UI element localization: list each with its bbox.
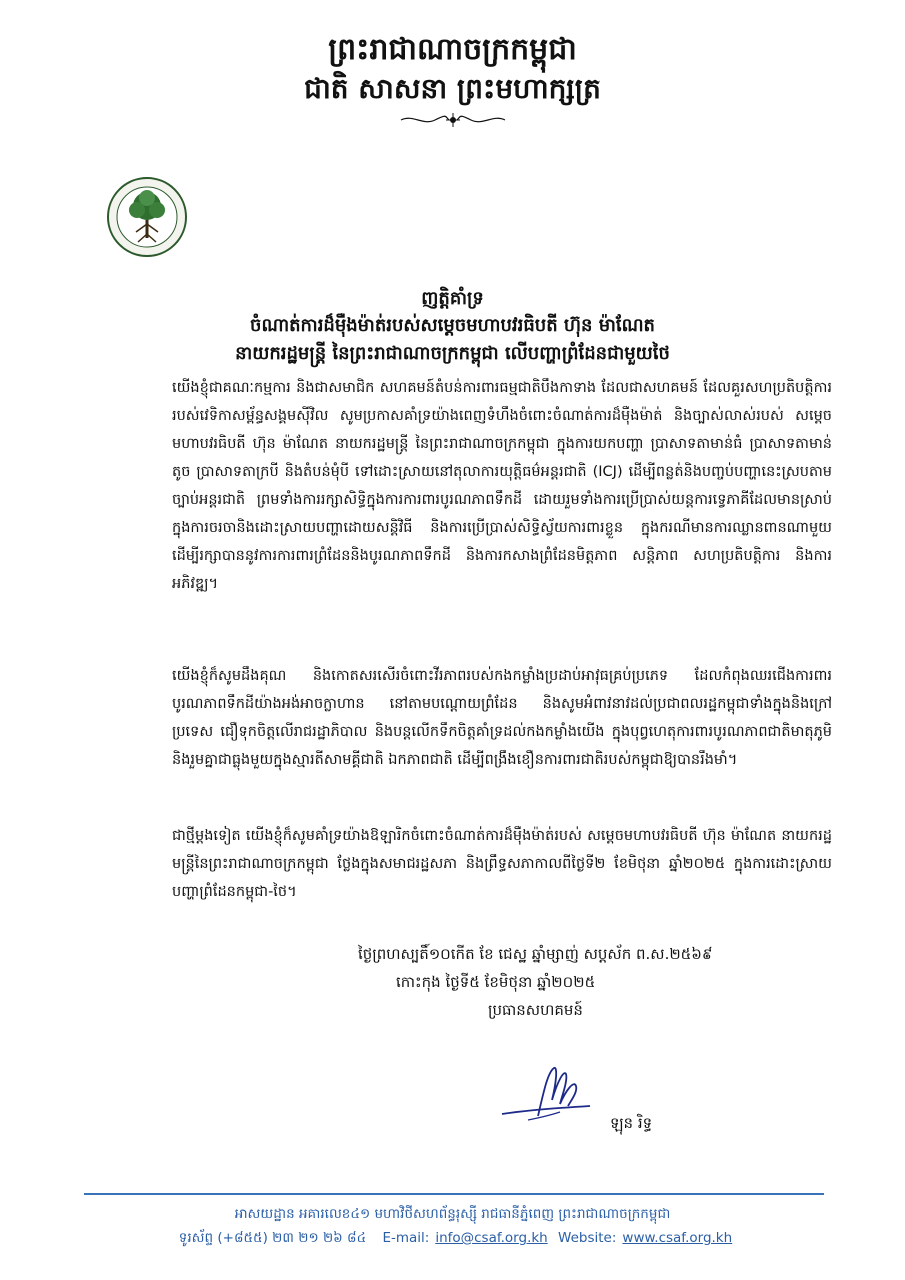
document-title: [0, 312, 905, 368]
paragraph-text: ជាថ្មីម្ដងទៀត យើងខ្ញុំក៏សូមគាំទ្រយ៉ាងឱឡារិកចំពោះចំណាត់ការដ៏ម៉ឺងម៉ាត់របស់ សម្ដេចមហាបវរធិបតី ហ៊ុន ម៉ាណែត នាយករដ្ឋមន្ត្រីនៃព្រះរាជាណាចក្រកម្ពុជា ថ្លែងក្នុងសមាជរដ្ឋសភា និងព្រឹទ្ធសភាកាលពីថ្ងៃទី២ ខែមិថុនា ឆ្នាំ២០២៥ ក្នុងការដោះស្រាយបញ្ហាព្រំដែនកម្ពុជា-ថៃ។: [172, 828, 832, 900]
letterhead: [0, 30, 905, 128]
signer-name: ឡុន រិទ្ធ: [610, 1114, 653, 1132]
email-link[interactable]: info@csaf.org.kh: [435, 1230, 548, 1246]
footer: [0, 1202, 905, 1250]
ornament-divider-icon: [393, 112, 513, 128]
email-label: E-mail:: [382, 1230, 430, 1246]
paragraph-2: [172, 662, 832, 774]
footer-phone: ទូរស័ព្ទ (+៨៥៥) ២៣ ២១ ២៦ ៨៤: [178, 1230, 367, 1246]
handwritten-signature-icon: [498, 1060, 598, 1126]
paragraph-1: [172, 374, 832, 598]
kingdom-title: ព្រះរាជាណាចក្រកម្ពុជា: [328, 32, 577, 67]
community-logo-icon: [106, 176, 188, 258]
lunar-date: ថ្ងៃព្រហស្បតិ៍១០កើត ខែ ជេស្ឋ ឆ្នាំម្សាញ់ សប្តស័ក ព.ស.២៥៦៩: [358, 945, 713, 963]
dateline: [358, 940, 838, 1024]
website-label: Website:: [558, 1230, 617, 1246]
title-line-2: នាយករដ្ឋមន្ត្រី នៃព្រះរាជាណាចក្រកម្ពុជា លើបញ្ហាព្រំដែនជាមួយថៃ: [235, 343, 670, 364]
document-type: ញត្តិគាំទ្រ: [421, 288, 484, 309]
footer-contacts: [0, 1226, 905, 1250]
signer-position: ប្រធានសហគមន៍: [488, 1001, 583, 1019]
national-motto: ជាតិ សាសនា ព្រះមហាក្សត្រ: [304, 72, 601, 105]
paragraph-text: យើងខ្ញុំជាគណៈកម្មការ និងជាសមាជិក សហគមន៍តំបន់ការពារធម្មជាតិបឹងកាទាង ដែលជាសហគមន៍ ដែលគួរសហប្រតិបត្តិការរបស់វេទិកាសម្ព័ន្ធសង្គមស៊ីវិល សូមប្រកាសគាំទ្រយ៉ាងពេញទំហឹងចំពោះចំណាត់ការដ៏ម៉ឺងម៉ាត់ និងច្បាស់លាស់របស់ សម្ដេចមហាបវរធិបតី ហ៊ុន ម៉ាណែត នាយករដ្ឋមន្ត្រី នៃព្រះរាជាណាចក្រកម្ពុជា ក្នុងការយកបញ្ហា ប្រាសាទតាមាន់ធំ ប្រាសាទតាមាន់តូច ប្រាសាទតាក្របី និងតំបន់មុំបី ទៅដោះស្រាយនៅតុលាការយុត្តិធម៌អន្តរជាតិ (ICJ) ដើម្បីពន្លត់និងបញ្ចប់បញ្ហានេះស្របតាមច្បាប់អន្តរជាតិ ព្រមទាំងការរក្សាសិទ្ធិក្នុងការការពារបូរណភាពទឹកដី ដោយរួមទាំងការប្រើប្រាស់យន្តការទ្វេភាគីដែលមានស្រាប់ក្នុងការចរចានិងដោះស្រាយបញ្ហាដោយសន្តិវិធី និងការប្រើប្រាស់សិទ្ធិស្វ័យការពារខ្លួន ក្នុងករណីមានការឈ្លានពានណាមួយ ដើម្បីរក្សាបាននូវការការពារព្រំដែននិងបូរណភាពទឹកដី និងការកសាងព្រំដែនមិត្តភាព សន្តិភាព សហប្រតិបត្តិការ និងការអភិវឌ្ឍ។: [172, 380, 832, 592]
paragraph-text: យើងខ្ញុំក៏សូមដឹងគុណ និងកោតសរសើរចំពោះវីរភាពរបស់កងកម្លាំងប្រដាប់អាវុធគ្រប់ប្រភេទ ដែលកំពុងឈរជើងការពារបូរណភាពទឹកដីយ៉ាងអង់អាចក្លាហាន នៅតាមបណ្ដោយព្រំដែន និងសូមអំពាវនាវដល់ប្រជាពលរដ្ឋកម្ពុជាទាំងក្នុងនិងក្រៅប្រទេស ជឿទុកចិត្តលើរាជរដ្ឋាភិបាល និងបន្តលើកទឹកចិត្តគាំទ្រដល់កងកម្លាំងយើង ក្នុងបុព្វហេតុការពារបូរណភាពជាតិមាតុភូមិ និងរួមគ្នាជាធ្លុងមួយក្នុងស្មារតីសាមគ្គីជាតិ ឯកភាពជាតិ ដើម្បីពង្រឹងខឿនការពារជាតិរបស់កម្ពុជាឱ្យបានរឹងមាំ។: [172, 668, 832, 768]
website-link[interactable]: www.csaf.org.kh: [622, 1230, 733, 1246]
paragraph-3: [172, 822, 832, 906]
footer-address: អាសយដ្ឋាន អគារលេខ៤១ មហាវិថីសហព័ន្ធរុស្ស៊ី រាជធានីភ្នំពេញ ព្រះរាជាណាចក្រកម្ពុជា: [234, 1206, 671, 1222]
footer-divider: [84, 1193, 824, 1195]
solar-date: កោះកុង ថ្ងៃទី៥ ខែមិថុនា ឆ្នាំ២០២៥: [396, 973, 596, 991]
title-line-1: ចំណាត់ការដ៏ម៉ឺងម៉ាត់របស់សម្ដេចមហាបវរធិបតី ហ៊ុន ម៉ាណែត: [250, 315, 655, 336]
